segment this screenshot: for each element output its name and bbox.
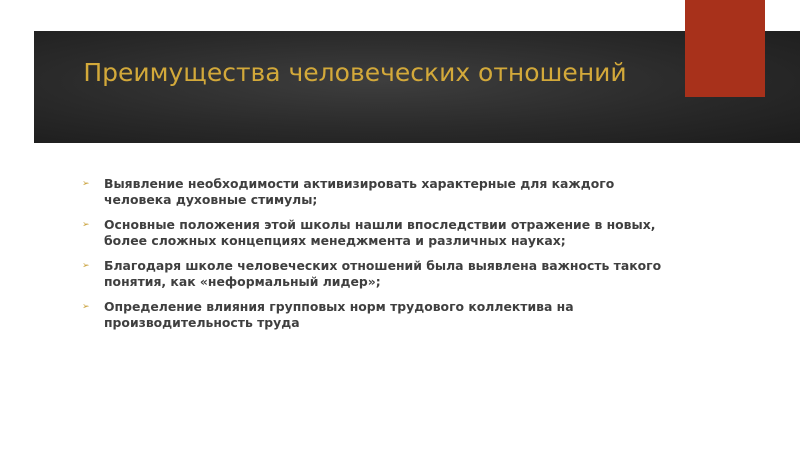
arrowhead-bullet-icon: ➢ [82,220,90,230]
bullet-list [82,176,682,340]
bullet-text: Благодаря школе человеческих отношений была выявлена важность такого понятия, как «неформальный лидер»; [104,258,662,289]
bullet-item [82,258,682,290]
arrowhead-bullet-icon: ➢ [82,261,90,271]
bullet-text: Определение влияния групповых норм трудового коллектива на производительность труда [104,299,574,330]
bullet-text: Выявление необходимости активизировать характерные для каждого человека духовные стимулы; [104,176,615,207]
arrowhead-bullet-icon: ➢ [82,179,90,189]
slide-title: Преимущества человеческих отношений [83,58,627,87]
arrowhead-bullet-icon: ➢ [82,302,90,312]
accent-bar [685,0,765,97]
bullet-item [82,299,682,331]
bullet-item [82,176,682,208]
bullet-text: Основные положения этой школы нашли впоследствии отражение в новых, более сложных концепциях менеджмента и различных науках; [104,217,656,248]
bullet-item [82,217,682,249]
